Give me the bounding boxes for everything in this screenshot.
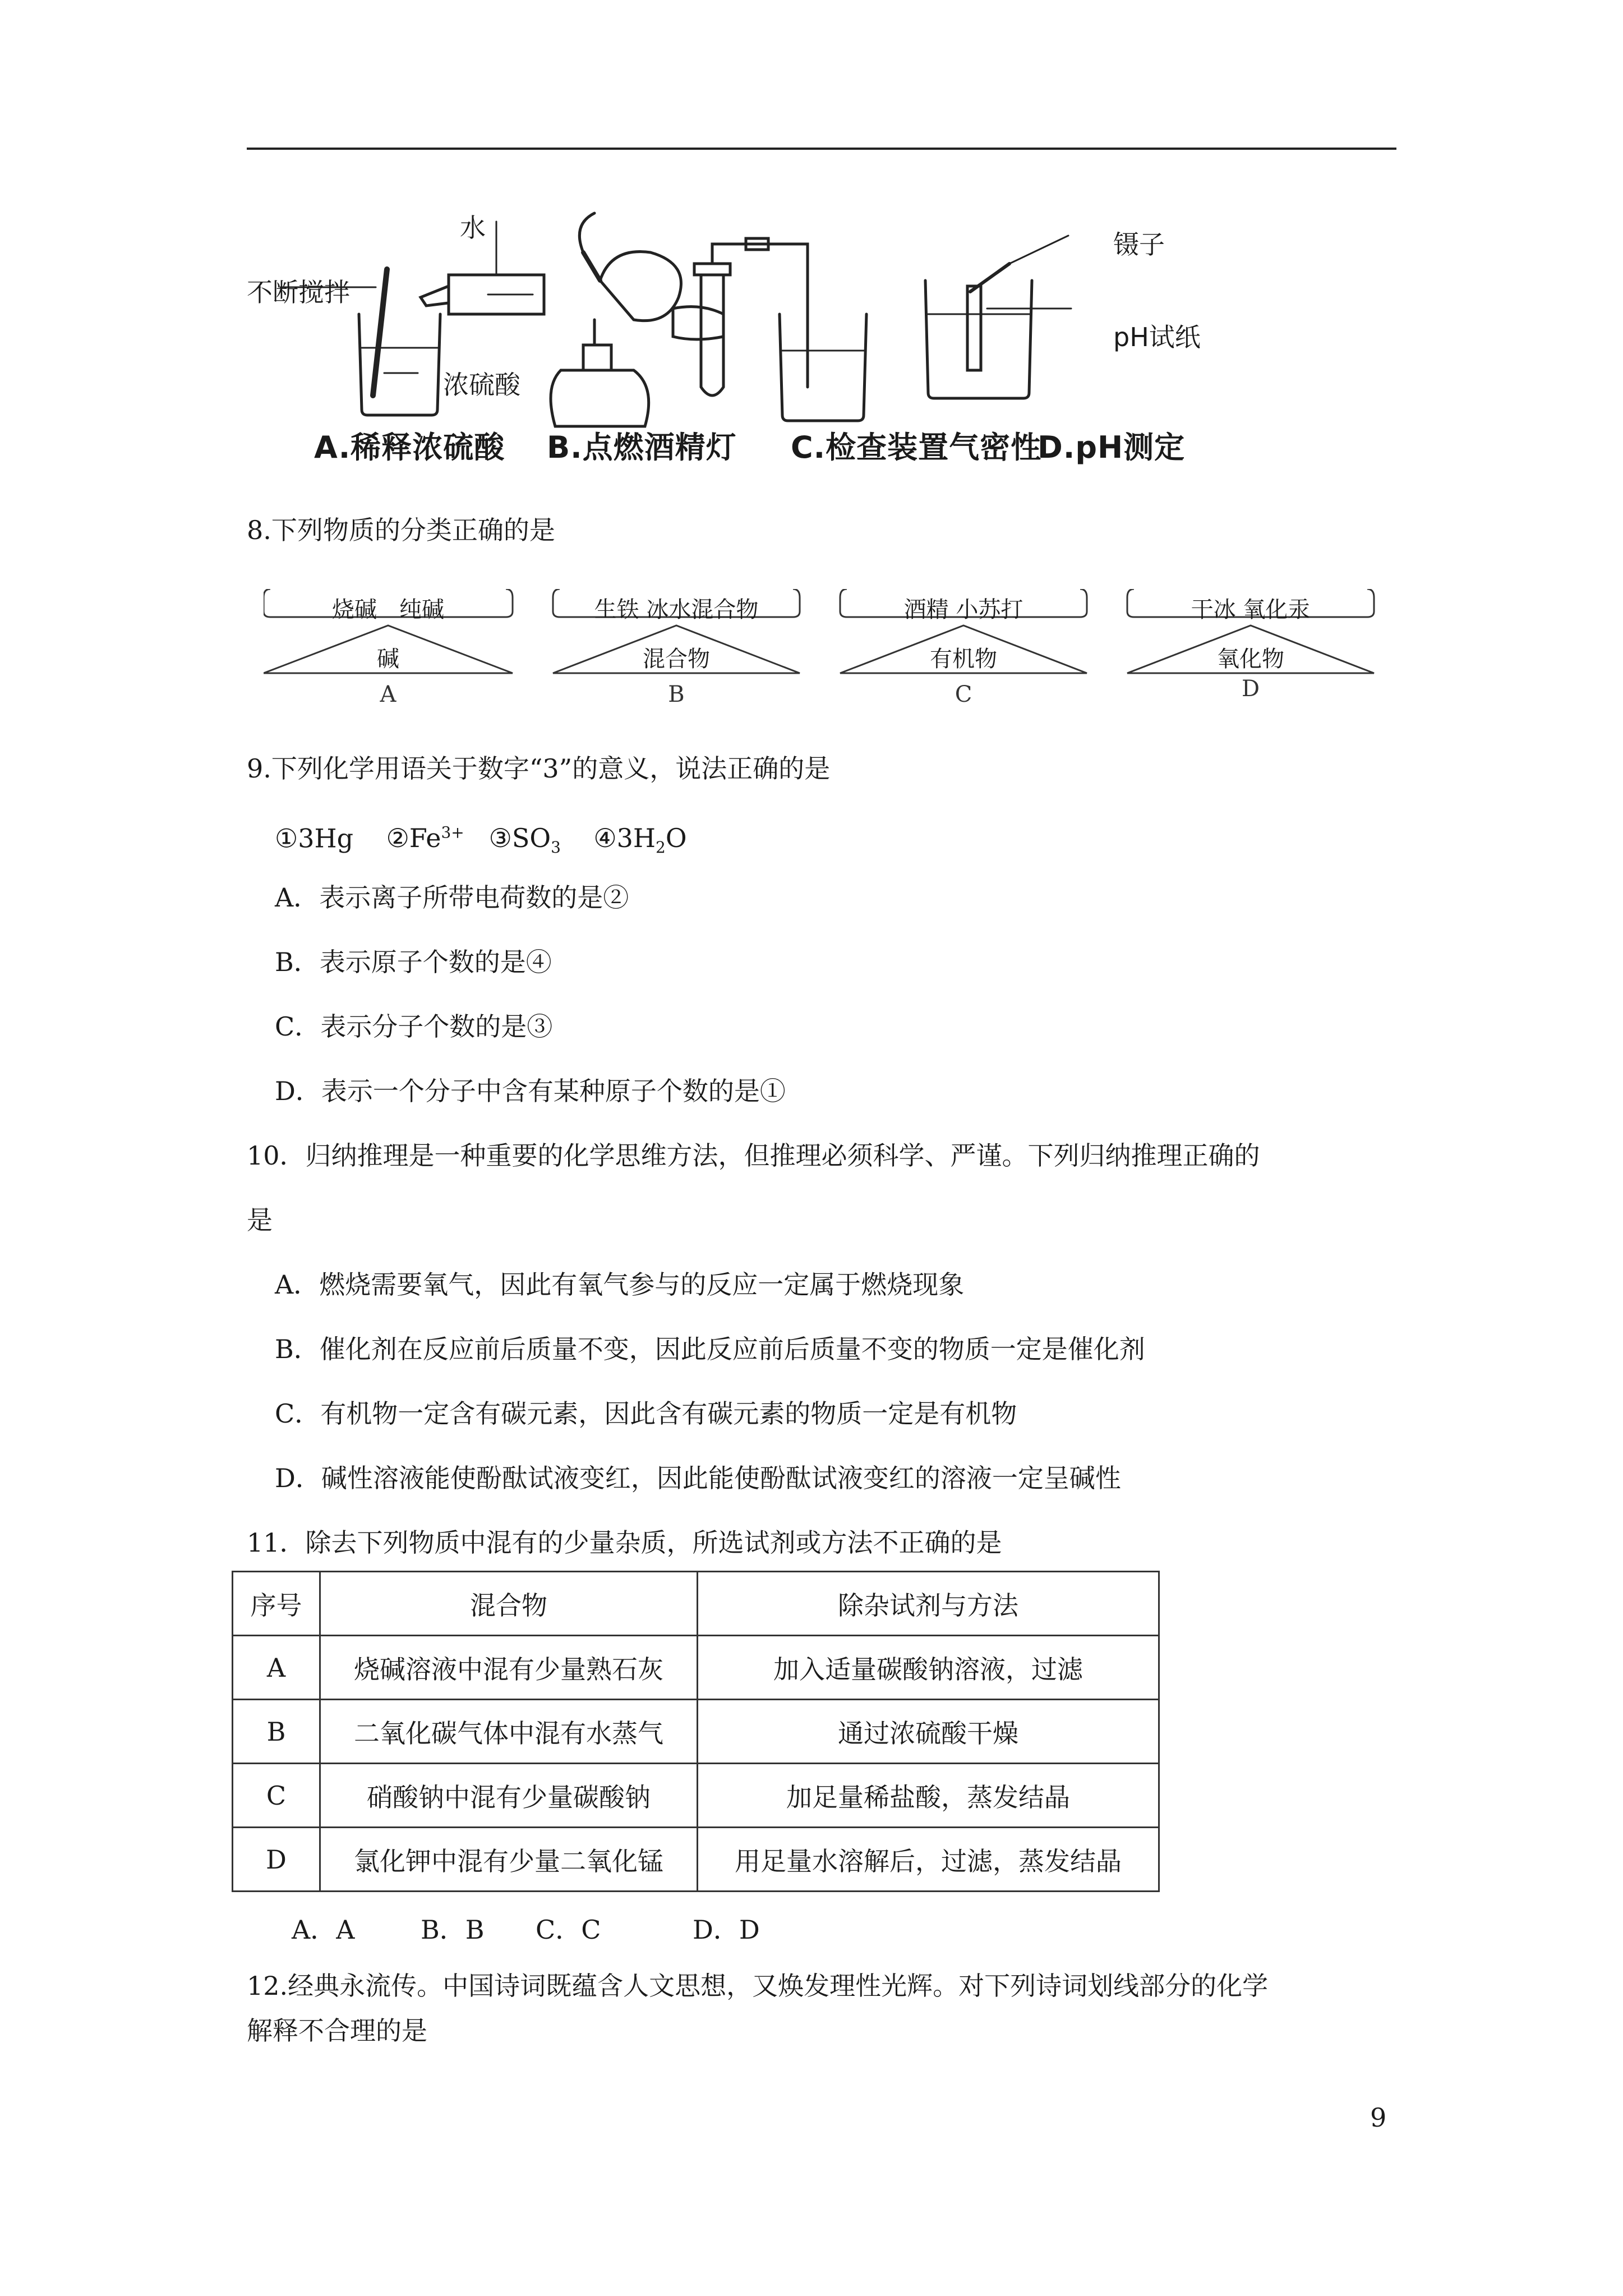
table-cell: B: [233, 1700, 320, 1764]
table-cell: C: [233, 1764, 320, 1828]
q11-stem: 11．除去下列物质中混有的少量杂质，所选试剂或方法不正确的是: [247, 1527, 1002, 1558]
header-cell: 混合物: [320, 1572, 698, 1636]
table-cell: 二氧化碳气体中混有水蒸气: [320, 1700, 698, 1764]
q9-option-d: D．表示一个分子中含有某种原子个数的是①: [275, 1076, 786, 1106]
q10-option-d: D．碱性溶液能使酚酞试液变红，因此能使酚酞试液变红的溶液一定呈碱性: [275, 1463, 1121, 1493]
tweezers: [970, 264, 1009, 292]
q11-choice-c: C．C: [536, 1915, 601, 1945]
formula-3: $③SO_3$: [488, 823, 561, 857]
table-cell: A: [233, 1636, 320, 1700]
q8-a-items: 烧碱 纯碱: [332, 597, 444, 623]
formula-4: $④3H_2O$: [593, 823, 687, 857]
table-cell: 氯化钾中混有少量二氧化锰: [320, 1828, 698, 1892]
q8-c-letter: C: [955, 682, 972, 707]
stirring-rod: [373, 269, 387, 395]
header-cell: 序号: [233, 1572, 320, 1636]
header-rule: [247, 148, 1396, 150]
q10-option-a: A．燃烧需要氧气，因此有氧气参与的反应一定属于燃烧现象: [275, 1269, 965, 1300]
q8-a-letter: A: [380, 682, 396, 707]
q12-stem-line1: 12.经典永流传。中国诗词既蕴含人文思想，又焕发理性光辉。对下列诗词划线部分的化学: [247, 1971, 1269, 2001]
q9-stem: 9.下列化学用语关于数字“3”的意义，说法正确的是: [247, 753, 831, 784]
label-stir: 不断搅拌: [247, 277, 350, 307]
q10-stem-line2: 是: [247, 1205, 273, 1235]
ph-paper-strip: [967, 286, 981, 370]
q10-option-c: C．有机物一定含有碳元素，因此含有碳元素的物质一定是有机物: [275, 1398, 1017, 1429]
q10-stem-line1: 10．归纳推理是一种重要的化学思维方法，但推理必须科学、严谨。下列归纳推理正确的: [247, 1140, 1260, 1171]
q8-b-items: 生铁 冰水混合物: [594, 597, 759, 623]
q11-choice-b: B．B: [421, 1915, 485, 1945]
alcohol-lamp: [551, 370, 649, 426]
table-row: [233, 1700, 1159, 1764]
table-cell: 硝酸钠中混有少量碳酸钠: [320, 1764, 698, 1828]
q12-stem-line2: 解释不合理的是: [247, 2016, 427, 2046]
q9-formulas: [275, 816, 687, 865]
q8-d-category: 氧化物: [1217, 646, 1284, 672]
table-row: [233, 1828, 1159, 1892]
label-water: 水: [460, 213, 486, 243]
beaker-c: [780, 314, 866, 421]
q9-option-c: C．表示分子个数的是③: [275, 1011, 553, 1042]
q9-option-b: B．表示原子个数的是④: [275, 947, 552, 977]
caption-c: C.检查装置气密性: [791, 430, 1042, 465]
table-header-row: [233, 1572, 1159, 1636]
q8-d-items: 干冰 氧化汞: [1191, 597, 1311, 623]
caption-b: B.点燃酒精灯: [547, 430, 737, 465]
beaker-a: [359, 314, 440, 415]
label-tweezers: 镊子: [1113, 229, 1165, 260]
q8-b-category: 混合物: [643, 646, 710, 672]
q11-options-table: [232, 1571, 1160, 1892]
label-acid: 浓硫酸: [443, 370, 520, 400]
q8-a-category: 碱: [377, 646, 399, 672]
formula-1: ①3Hg: [275, 823, 354, 854]
header-cell: 除杂试剂与方法: [698, 1572, 1159, 1636]
table-row: [233, 1764, 1159, 1828]
table-cell: D: [233, 1828, 320, 1892]
q10-option-b: B．催化剂在反应前后质量不变，因此反应前后质量不变的物质一定是催化剂: [275, 1334, 1145, 1364]
caption-d: D.pH测定: [1038, 430, 1186, 465]
caption-a: A.稀释浓硫酸: [314, 430, 505, 465]
table-row: [233, 1636, 1159, 1700]
q8-stem: 8.下列物质的分类正确的是: [247, 515, 555, 545]
table-cell: 通过浓硫酸干燥: [698, 1700, 1159, 1764]
q8-c-category: 有机物: [930, 646, 997, 672]
tilted-lamp: [600, 252, 681, 321]
page-number: 9: [1370, 2102, 1387, 2133]
test-tube: [701, 275, 723, 395]
q9-option-a: A．表示离子所带电荷数的是②: [275, 882, 629, 913]
beaker-d: [925, 280, 1032, 398]
table-cell: 烧碱溶液中混有少量熟石灰: [320, 1636, 698, 1700]
hand: [673, 307, 723, 339]
q8-d-letter: D: [1241, 676, 1260, 702]
q8-b-letter: B: [668, 682, 685, 707]
table-cell: 加足量稀盐酸，蒸发结晶: [698, 1764, 1159, 1828]
label-ph-paper: pH试纸: [1113, 322, 1201, 352]
q11-choice-a: A．A: [292, 1915, 355, 1945]
table-cell: 加入适量碳酸钠溶液，过滤: [698, 1636, 1159, 1700]
q8-c-items: 酒精 小苏打: [903, 597, 1023, 623]
q11-choice-d: D．D: [693, 1915, 760, 1945]
formula-2: $②Fe^{3+}$: [386, 823, 464, 854]
table-cell: 用足量水溶解后，过滤，蒸发结晶: [698, 1828, 1159, 1892]
